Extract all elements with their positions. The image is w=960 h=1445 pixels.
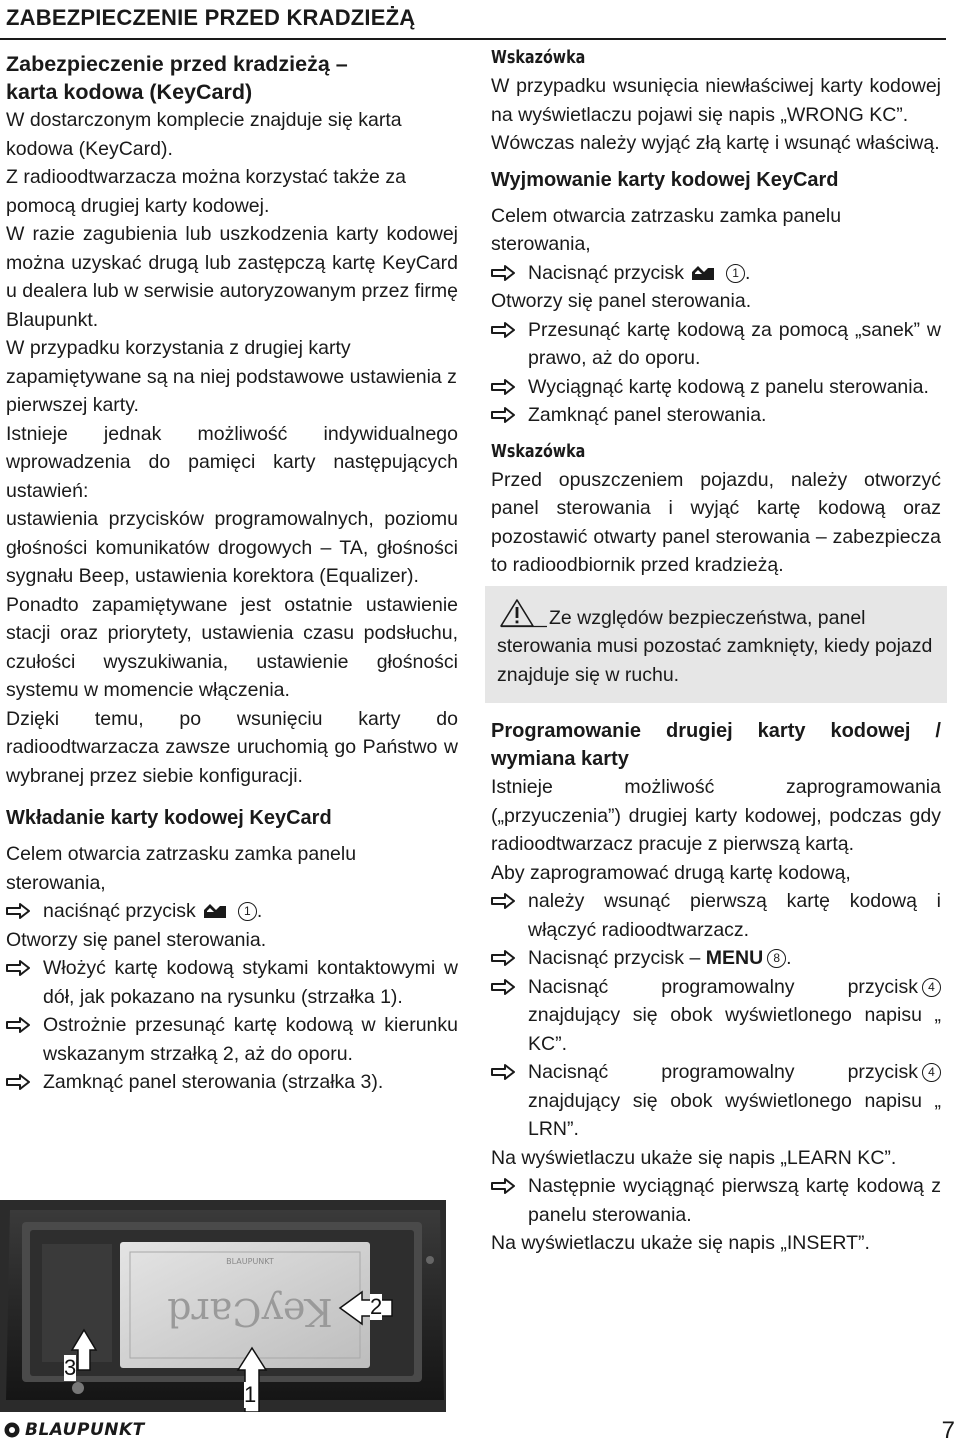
arrow-right-outline-icon xyxy=(491,1064,515,1080)
right-column xyxy=(491,44,941,1258)
insert-panel-opens: Otworzy się panel sterowania. xyxy=(6,928,267,951)
insert-step-1-text: naciśnąć przycisk xyxy=(43,900,196,922)
note-wrong-card-text: W przypadku wsunięcia niewłaściwej karty kodowej na wyświetlaczu pojawi się napis „WRONG KC”. xyxy=(491,75,941,126)
program-intro: Istnieje możliwość zaprogramowania („przyuczenia”) drugiej karty kodowej, podczas gdy radioodtwarzacz pracuje z pierwszą kartą. xyxy=(491,776,941,855)
program-step-4-text-b: znajdujący się obok wyświetlonego napisu „ LRN”. xyxy=(528,1089,941,1140)
left-column xyxy=(6,50,458,1097)
release-button-icon xyxy=(202,898,228,920)
button-number-badge: 8 xyxy=(767,949,786,968)
arrow-right-outline-icon xyxy=(491,407,515,423)
insert-step-3 xyxy=(6,1011,458,1068)
figure-label-3: 3 xyxy=(64,1355,77,1380)
arrow-right-outline-icon xyxy=(491,979,515,995)
paragraph-configuration: Dzięki temu, po wsunięciu karty do radioodtwarzacza zawsze uruchomią go Państwo w wybranej przez siebie konfiguracji. xyxy=(6,707,458,787)
program-learn-kc: Na wyświetlaczu ukaże się napis „LEARN KC”. xyxy=(491,1146,897,1169)
card-brand: BLAUPUNKT xyxy=(226,1257,274,1266)
arrow-right-outline-icon xyxy=(6,1017,30,1033)
insert-card-heading: Wkładanie karty kodowej KeyCard xyxy=(6,807,332,829)
page-header xyxy=(0,2,946,40)
button-number-badge: 1 xyxy=(238,902,257,921)
arrow-right-outline-icon xyxy=(491,322,515,338)
button-number-badge: 4 xyxy=(922,1063,941,1082)
arrow-right-outline-icon xyxy=(491,893,515,909)
arrow-right-outline-icon xyxy=(491,265,515,281)
remove-step-3 xyxy=(491,373,941,402)
arrow-right-outline-icon xyxy=(6,960,30,976)
insert-intro: Celem otwarcia zatrzasku zamka panelu sterowania, xyxy=(6,843,357,894)
remove-step-4 xyxy=(491,401,941,430)
insert-step-2-text: Włożyć kartę kodową stykami kontaktowymi w dół, jak pokazano na rysunku (strzałka 1). xyxy=(43,957,458,1008)
program-step-3-text-b: znajdujący się obok wyświetlonego napisu „ KC”. xyxy=(528,1004,941,1055)
note-heading-leave-vehicle: Wskazówka xyxy=(491,441,586,462)
paragraph-keycard-included: W dostarczonym komplecie znajduje się karta kodowa (KeyCard). xyxy=(6,109,402,160)
paragraph-stored-settings: Ponadto zapamiętywane jest ostatnie ustawienie stacji oraz priorytety, ustawienia czasu podsłuchu, czułości wyszukiwania, ustawienie głośności systemu w momencie włączenia. xyxy=(6,593,458,701)
program-step-3-text-a: Nacisnąć programowalny przycisk xyxy=(528,975,918,998)
brand-name: BLAUPUNKT xyxy=(25,1420,145,1440)
remove-card-heading: Wyjmowanie karty kodowej KeyCard xyxy=(491,168,839,191)
section-title-line1: Zabezpieczenie przed kradzieżą – xyxy=(6,52,348,76)
paragraph-individual-settings: Istnieje jednak możliwość indywidualnego wprowadzenia do pamięci karty następujących ustawień: xyxy=(6,422,458,502)
remove-step-3-text: Wyciągnąć kartę kodową z panelu sterowania. xyxy=(528,375,929,398)
note-wrong-card-action: Wówczas należy wyjąć złą kartę i wsunąć właściwą. xyxy=(491,132,940,154)
remove-step-4-text: Zamknąć panel sterowania. xyxy=(528,404,767,426)
program-intro-2: Aby zaprogramować drugą kartę kodową, xyxy=(491,861,851,884)
paragraph-second-card: Z radioodtwarzacza można korzystać także za pomocą drugiej karty kodowej. xyxy=(6,166,406,217)
warning-text: Ze względów bezpieczeństwa, panel sterowania musi pozostać zamknięty, kiedy pojazd znajduje się w ruchu. xyxy=(497,606,933,686)
release-button-icon xyxy=(690,260,716,282)
arrow-right-outline-icon xyxy=(491,379,515,395)
program-step-2: Nacisnąć przycisk – MENU 8 . xyxy=(491,944,941,973)
section-title-line2: karta kodowa (KeyCard) xyxy=(6,80,253,104)
warning-box xyxy=(485,586,947,704)
arrow-right-outline-icon xyxy=(6,1074,30,1090)
program-step-5-text: Następnie wyciągnąć pierwszą kartę kodową z panelu sterowania. xyxy=(528,1175,941,1226)
note-heading-wrong-card: Wskazówka xyxy=(491,48,586,68)
warning-triangle-icon xyxy=(497,598,549,628)
program-step-4 xyxy=(491,1058,941,1144)
button-number-badge: 1 xyxy=(726,264,745,283)
arrow-right-outline-icon xyxy=(491,1178,515,1194)
program-card-heading: Programowanie drugiej karty kodowej / wymiana karty xyxy=(491,720,941,770)
program-step-2-text: Nacisnąć przycisk – xyxy=(528,947,701,969)
program-step-1-text: należy wsunąć pierwszą kartę kodową i włączyć radioodtwarzacz. xyxy=(528,890,941,941)
blaupunkt-dot-icon xyxy=(4,1422,20,1438)
keycard-insertion-figure xyxy=(0,1200,446,1412)
insert-step-4 xyxy=(6,1068,458,1097)
insert-step-3-text: Ostrożnie przesunąć kartę kodową w kierunku wskazanym strzałką 2, aż do oporu. xyxy=(43,1014,458,1065)
brand-logo xyxy=(4,1418,145,1442)
program-step-5 xyxy=(491,1172,941,1229)
button-number-badge: 4 xyxy=(922,978,941,997)
program-insert: Na wyświetlaczu ukaże się napis „INSERT”. xyxy=(491,1232,870,1254)
note-leave-vehicle-text: Przed opuszczeniem pojazdu, należy otworzyć panel sterowania i wyjąć kartę kodową oraz pozostawić otwarty panel sterowania – zabezpiecza to radioodbiornik przed kradzieżą. xyxy=(491,468,941,576)
remove-panel-opens: Otworzy się panel sterowania. xyxy=(491,290,752,312)
paragraph-lost-card: W razie zagubienia lub uszkodzenia karty kodowej można uzyskać drugą lub zastępczą kartę KeyCard u dealera lub w serwisie autoryzowanym przez firmę Blaupunkt. xyxy=(6,223,458,331)
paragraph-second-card-settings: W przypadku korzystania z drugiej karty zapamiętywane są na niej podstawowe ustawienia z pierwszej karty. xyxy=(6,337,457,416)
program-step-3 xyxy=(491,973,941,1059)
arrow-right-outline-icon xyxy=(491,950,515,966)
remove-intro: Celem otwarcia zatrzasku zamka panelu sterowania, xyxy=(491,204,842,255)
card-text: KeyCard xyxy=(167,1290,333,1334)
remove-step-1-text: Nacisnąć przycisk xyxy=(528,261,685,284)
insert-step-1: naciśnąć przycisk 1 . xyxy=(6,897,458,926)
remove-step-2 xyxy=(491,316,941,373)
program-step-1 xyxy=(491,887,941,944)
page-number: 7 xyxy=(941,1417,955,1444)
menu-key-label: MENU xyxy=(705,947,764,969)
insert-step-2 xyxy=(6,954,458,1011)
remove-step-2-text: Przesunąć kartę kodową za pomocą „sanek” w prawo, aż do oporu. xyxy=(528,318,941,369)
remove-step-1: Nacisnąć przycisk 1 . xyxy=(491,259,941,288)
program-step-4-text-a: Nacisnąć programowalny przycisk xyxy=(528,1061,918,1083)
arrow-right-outline-icon xyxy=(6,903,30,919)
figure-label-1: 1 xyxy=(244,1382,257,1407)
page-title: ZABEZPIECZENIE PRZED KRADZIEŻĄ xyxy=(6,5,416,30)
insert-step-4-text: Zamknąć panel sterowania (strzałka 3). xyxy=(43,1071,384,1093)
paragraph-settings-list: ustawienia przycisków programowalnych, poziomu głośności komunikatów drogowych – TA, głośności sygnału Beep, ustawienia korektora (Equalizer). xyxy=(6,508,458,587)
figure-label-2: 2 xyxy=(370,1294,383,1319)
